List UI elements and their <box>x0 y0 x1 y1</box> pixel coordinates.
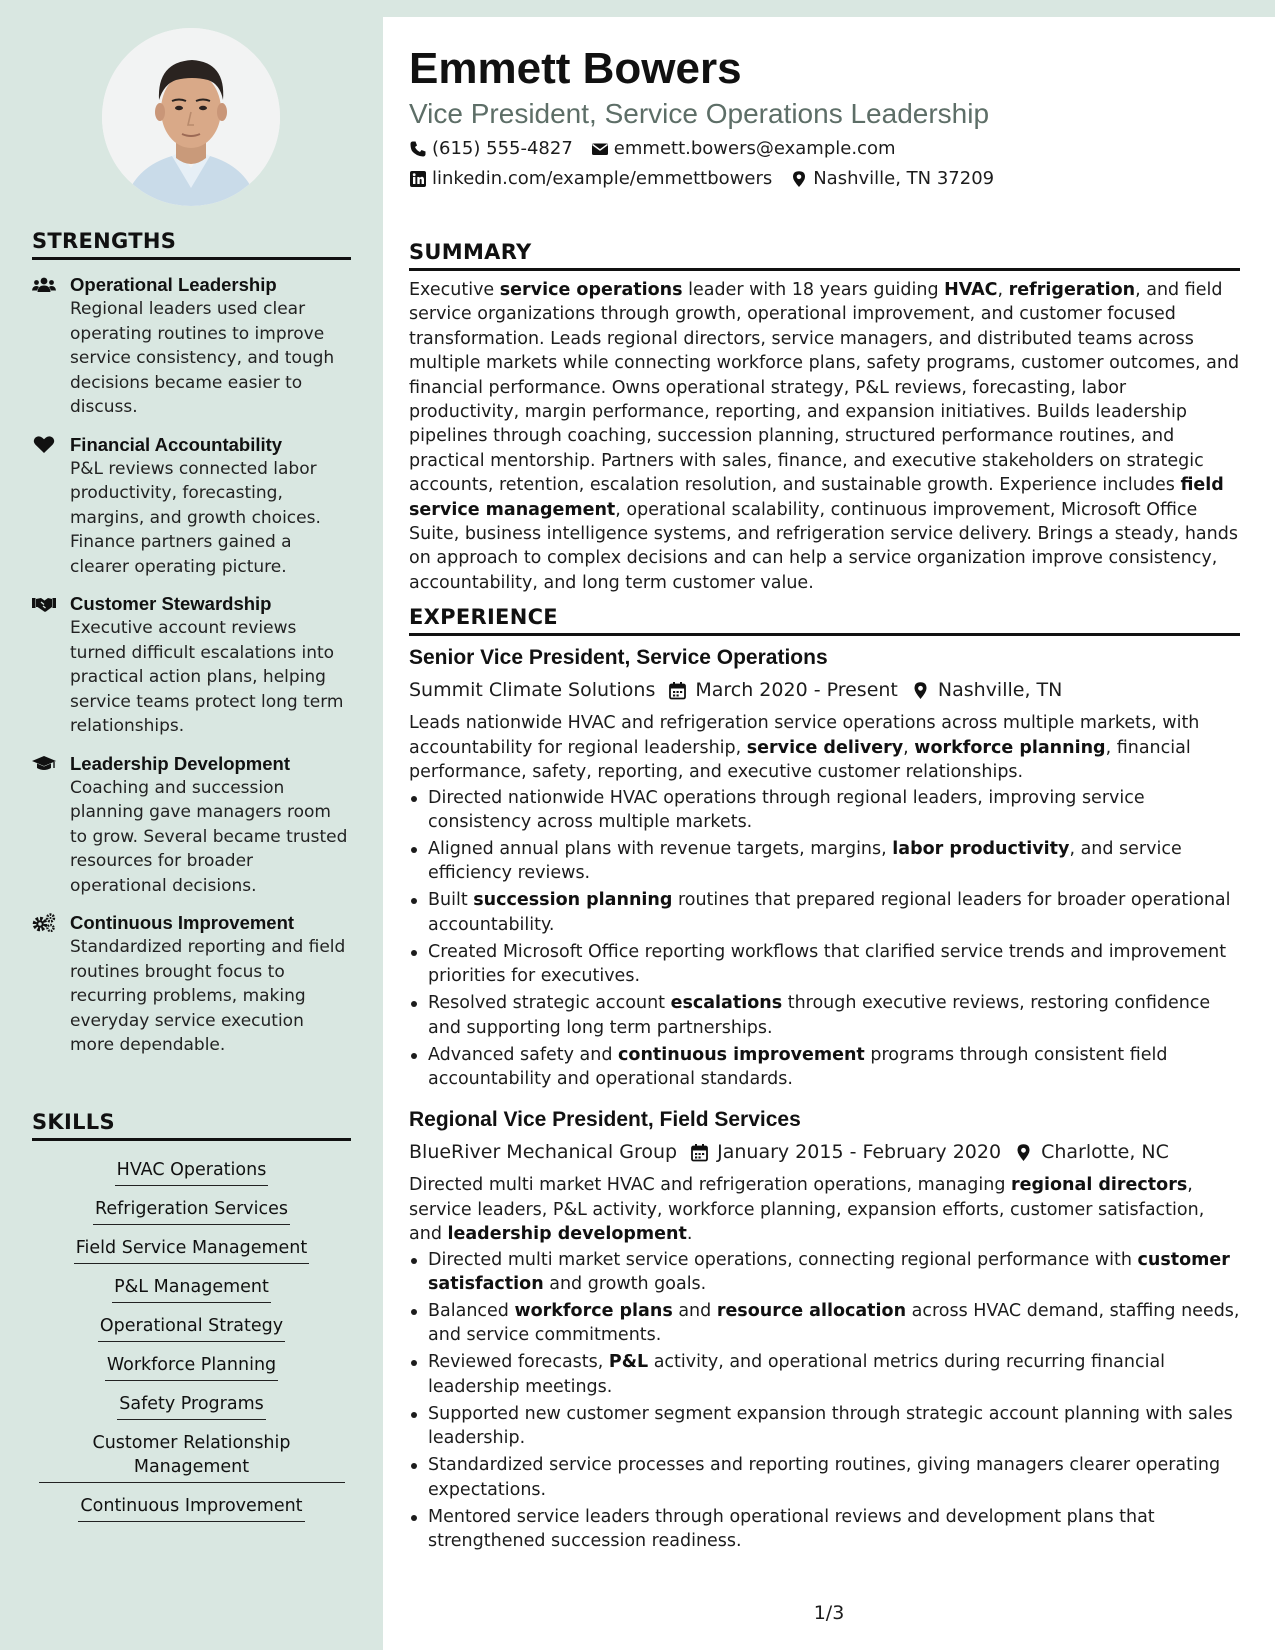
linkedin-text[interactable]: linkedin.com/example/emmettbowers <box>432 168 773 189</box>
strength-desc: Coaching and succession planning gave managers room to grow. Several became trusted resources for broader operational decisions. <box>70 777 348 896</box>
job-bullets <box>409 1248 1240 1554</box>
job-bullet <box>409 1402 1240 1451</box>
candidate-name: Emmett Bowers <box>409 44 742 93</box>
sidebar <box>0 0 383 1650</box>
job-bullet <box>409 991 1240 1040</box>
job-bullet <box>409 837 1240 886</box>
text-run: , operational scalability, continuous improvement, Microsoft Office Suite, business intelligence systems, and refrigeration service delivery. Brings a steady, hands on approach to complex decisions and can help a service organization improve consistency, accountability, and long term customer value. <box>409 499 1238 593</box>
text-run: Reviewed forecasts, <box>428 1352 609 1373</box>
text-run: Standardized service processes and reporting routines, giving managers clearer operating expectations. <box>428 1455 1221 1500</box>
bold-text: customer satisfaction <box>428 1249 1230 1294</box>
location-pin-icon <box>911 681 930 700</box>
text-run: , and service efficiency reviews. <box>428 838 1182 884</box>
bold-text: workforce planning <box>914 737 1106 758</box>
bold-text: HVAC <box>944 280 998 300</box>
text-run: Built <box>428 890 474 911</box>
job-entry <box>409 1105 1240 1553</box>
calendar-icon <box>668 681 687 700</box>
summary-paragraph <box>409 278 1240 595</box>
job-dates-text: January 2015 - February 2020 <box>717 1141 1002 1164</box>
candidate-role: Vice President, Service Operations Leadership <box>409 98 990 129</box>
job-dates <box>690 1137 1001 1167</box>
skill-item: Operational Strategy <box>98 1310 285 1342</box>
job-bullet <box>409 1299 1240 1348</box>
skills-section <box>32 1110 351 1522</box>
strength-title: Leadership Development <box>70 752 291 774</box>
text-run: and <box>672 1300 717 1321</box>
envelope-icon <box>591 140 609 158</box>
resume-header <box>409 43 1229 192</box>
text-run: Leads nationwide HVAC and refrigeration service operations across multiple markets, with accountability for regional leadership, <box>409 713 1200 758</box>
text-run: , <box>997 280 1009 300</box>
job-dates-text: March 2020 - Present <box>695 679 898 702</box>
text-run: and growth goals. <box>543 1273 707 1294</box>
profile-photo <box>102 28 280 206</box>
company-name: Summit Climate Solutions <box>409 679 656 702</box>
experience-section <box>409 605 1240 1553</box>
job-bullet <box>409 786 1240 835</box>
text-run: programs through consistent field accountability and operational standards. <box>428 1044 1168 1089</box>
job-bullet <box>409 1505 1240 1554</box>
text-run: Resolved strategic account <box>428 993 671 1014</box>
users-icon <box>32 273 70 420</box>
job-location <box>1014 1137 1169 1167</box>
bold-text: escalations <box>670 993 783 1014</box>
strength-title: Customer Stewardship <box>70 593 272 614</box>
job-meta <box>409 675 1240 705</box>
bold-text: succession planning <box>473 890 673 911</box>
job-location-text: Nashville, TN <box>937 679 1063 702</box>
text-run: , financial performance, safety, reporting, and executive customer relationships. <box>409 737 1191 783</box>
skill-item: Field Service Management <box>74 1232 309 1264</box>
text-run: Advanced safety and <box>428 1044 619 1065</box>
location-pin-icon <box>790 170 808 188</box>
text-run: . <box>686 1224 693 1245</box>
heart-icon <box>32 433 70 580</box>
bold-text: regional directors <box>1011 1175 1188 1196</box>
phone-text: (615) 555-4827 <box>432 138 573 159</box>
skill-item: P&L Management <box>112 1271 271 1303</box>
contact-row <box>409 136 1229 162</box>
strength-item <box>32 592 351 739</box>
handshake-icon <box>32 592 70 739</box>
strength-title: Financial Accountability <box>70 433 283 455</box>
skill-item: Refrigeration Services <box>93 1193 290 1225</box>
bold-text: continuous improvement <box>618 1044 865 1065</box>
summary-title: SUMMARY <box>409 240 1240 271</box>
job-title: Regional Vice President, Field Services <box>409 1108 801 1132</box>
job-dates <box>668 675 898 705</box>
strength-title: Operational Leadership <box>70 274 277 295</box>
skill-item: HVAC Operations <box>115 1154 269 1186</box>
skills-title: SKILLS <box>32 1110 351 1141</box>
job-intro <box>409 1173 1240 1246</box>
strength-desc: Regional leaders used clear operating routines to improve service consistency, and tough decisions became easier to discuss. <box>70 299 335 417</box>
job-entry <box>409 643 1240 1091</box>
job-bullet <box>409 1043 1240 1092</box>
job-intro <box>409 711 1240 784</box>
skill-item: Workforce Planning <box>105 1349 278 1381</box>
bold-text: resource allocation <box>716 1300 907 1321</box>
job-bullet <box>409 1350 1240 1399</box>
strength-item <box>32 433 351 580</box>
bold-text: P&L <box>608 1352 649 1373</box>
text-run: activity, and operational metrics during recurring financial leadership meetings. <box>428 1352 1166 1397</box>
graduation-cap-icon <box>32 752 70 899</box>
text-run: , service leaders, P&L activity, workforce planning, expansion efforts, customer satisfaction, and <box>409 1175 1205 1245</box>
skills-list <box>32 1147 351 1522</box>
text-run: , and field service organizations through growth, operational improvement, and customer focused transformation. Leads regional directors, service managers, and distributed teams across multiple markets while connecting workforce plans, safety programs, customer outcomes, and financial performance. Owns operational strategy, P&L reviews, forecasting, labor productivity, margin performance, reporting, and expansion initiatives. Builds leadership pipelines through coaching, succession planning, structured performance routines, and practical mentorship. Partners with sales, finance, and executive stakeholders on strategic accounts, retention, escalation resolution, and sustainable growth. Experience includes <box>409 280 1240 496</box>
text-run: , <box>903 737 915 758</box>
job-bullet <box>409 888 1240 937</box>
skill-item: Continuous Improvement <box>78 1490 304 1522</box>
location-item <box>790 166 994 192</box>
text-run: Supported new customer segment expansion through strategic account planning with sales leadership. <box>428 1403 1233 1449</box>
text-run: leader with 18 years guiding <box>682 280 945 300</box>
strength-item <box>32 752 351 899</box>
job-bullet <box>409 940 1240 989</box>
text-run: Aligned annual plans with revenue targets, margins, <box>428 838 893 859</box>
job-location-text: Charlotte, NC <box>1041 1141 1169 1164</box>
location-pin-icon <box>1014 1143 1033 1162</box>
location-text: Nashville, TN 37209 <box>813 168 995 189</box>
bold-text: service delivery <box>746 737 904 758</box>
text-run: routines that prepared regional leaders for broader operational accountability. <box>428 890 1231 935</box>
job-location <box>911 675 1062 705</box>
text-run: Directed multi market HVAC and refrigeration operations, managing <box>409 1175 1011 1196</box>
skill-item: Customer Relationship Management <box>39 1427 345 1483</box>
text-run: Directed nationwide HVAC operations through regional leaders, improving service consistency across multiple markets. <box>428 787 1145 832</box>
email-item[interactable] <box>591 136 896 162</box>
strength-item <box>32 273 351 420</box>
main-column <box>383 17 1275 1650</box>
strengths-section <box>32 229 351 1058</box>
text-run: Balanced <box>428 1300 515 1321</box>
company-name: BlueRiver Mechanical Group <box>409 1141 678 1164</box>
job-bullet <box>409 1248 1240 1297</box>
job-meta <box>409 1137 1240 1167</box>
main-content <box>409 240 1240 1556</box>
text-run: through executive reviews, restoring confidence and supporting long term partnerships. <box>428 993 1211 1038</box>
text-run: Executive <box>409 280 500 300</box>
phone-icon <box>409 140 427 158</box>
portrait-illustration <box>102 28 280 206</box>
linkedin-item[interactable] <box>409 166 772 192</box>
text-run: across HVAC demand, staffing needs, and service commitments. <box>428 1300 1240 1346</box>
text-run: Mentored service leaders through operational reviews and development plans that strengthened succession readiness. <box>428 1506 1155 1551</box>
bold-text: labor productivity <box>892 838 1070 859</box>
email-text[interactable]: emmett.bowers@example.com <box>613 138 896 159</box>
contact-row <box>409 166 1229 192</box>
gears-icon <box>32 911 70 1058</box>
linkedin-icon <box>409 170 427 188</box>
bold-text: leadership development <box>447 1224 687 1245</box>
strengths-title: STRENGTHS <box>32 229 351 260</box>
experience-title: EXPERIENCE <box>409 605 1240 636</box>
job-bullet <box>409 1453 1240 1502</box>
bold-text: service operations <box>499 280 683 300</box>
strength-desc: Executive account reviews turned difficult escalations into practical action plans, helping service teams protect long term relationships. <box>70 618 344 736</box>
strength-desc: P&L reviews connected labor productivity, forecasting, margins, and growth choices. Finance partners gained a clearer operating picture. <box>70 458 321 577</box>
job-title: Senior Vice President, Service Operations <box>409 646 828 670</box>
strength-item <box>32 911 351 1058</box>
text-run: Directed multi market service operations, connecting regional performance with <box>428 1249 1138 1270</box>
calendar-icon <box>690 1143 709 1162</box>
bold-text: workforce plans <box>514 1300 673 1321</box>
bold-text: field service management <box>409 475 1224 520</box>
skill-item: Safety Programs <box>117 1388 266 1420</box>
page-number: 1/3 <box>813 1602 845 1624</box>
strength-title: Continuous Improvement <box>70 912 295 933</box>
job-bullets <box>409 786 1240 1092</box>
text-run: Created Microsoft Office reporting workflows that clarified service trends and improvement priorities for executives. <box>428 941 1227 987</box>
strength-desc: Standardized reporting and field routines brought focus to recurring problems, making everyday service execution more dependable. <box>70 937 346 1055</box>
phone-item <box>409 136 573 162</box>
bold-text: refrigeration <box>1008 280 1136 300</box>
